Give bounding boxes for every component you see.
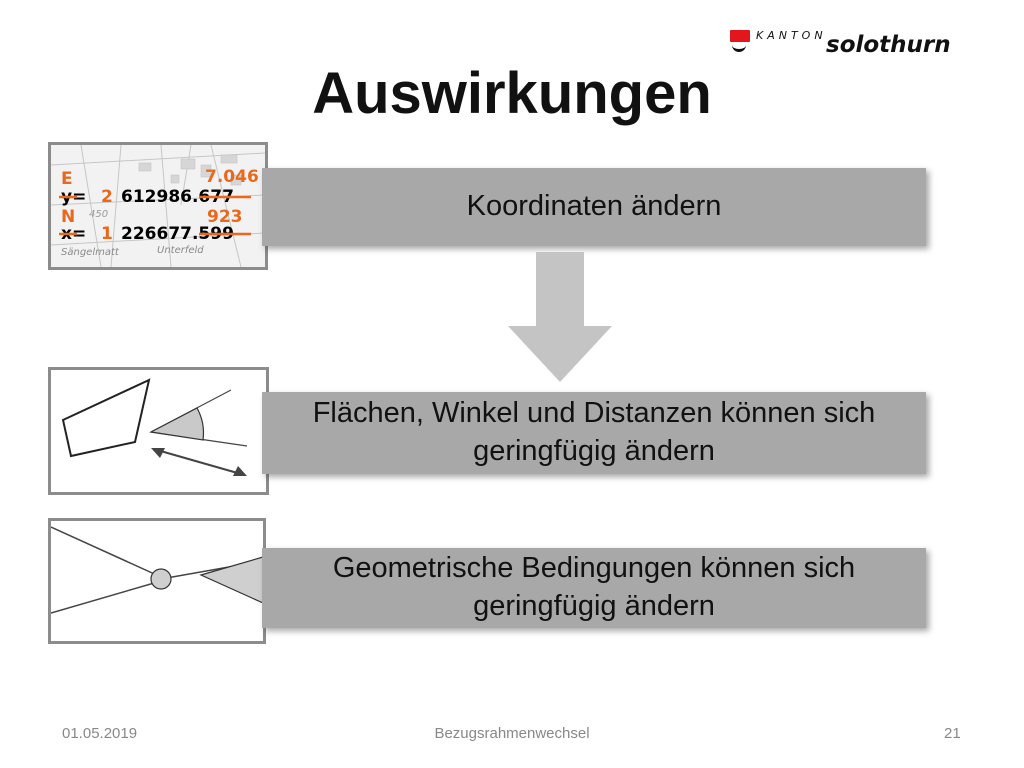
x-prefix: x= <box>61 224 87 244</box>
footer-page-number: 21 <box>944 725 961 742</box>
down-arrow-icon <box>508 252 612 382</box>
footer-title: Bezugsrahmenwechsel <box>434 725 590 742</box>
map-label-saengelmatt: Sängelmatt <box>61 247 119 258</box>
map-label-number: 450 <box>89 209 109 220</box>
distance-arrow-icon <box>157 450 241 474</box>
x-leading-digit: 1 <box>101 224 113 244</box>
junction-point-icon <box>151 569 171 589</box>
x-value: 226677.599 <box>121 224 234 244</box>
logo-flag-icon <box>730 30 750 42</box>
area-angle-distance-thumbnail <box>48 367 269 495</box>
y-value: 612986.677 <box>121 187 234 207</box>
y-prefix: y= <box>61 187 87 207</box>
coordinates-map-thumbnail <box>48 142 268 270</box>
area-angle-distance-illustration <box>51 370 266 492</box>
map-label-unterfeld: Unterfeld <box>157 245 204 256</box>
north-new-suffix: 923 <box>207 207 243 227</box>
angle-wedge-icon <box>201 557 263 603</box>
east-new-suffix: 7.046 <box>205 167 259 187</box>
geometric-constraints-illustration <box>51 521 263 641</box>
geometric-constraints-thumbnail <box>48 518 266 644</box>
step-coordinates-change: Koordinaten ändern <box>262 168 926 246</box>
angle-sector-icon <box>151 408 203 440</box>
east-label: E <box>61 169 73 189</box>
slide-title: Auswirkungen <box>312 61 712 126</box>
area-polygon-icon <box>63 380 149 456</box>
logo-kanton-text: KANTON <box>756 29 827 42</box>
footer-date: 01.05.2019 <box>62 725 138 742</box>
north-label: N <box>61 207 76 227</box>
step-areas-angles-distances: Flächen, Winkel und Distanzen können sich geringfügig ändern <box>262 392 926 474</box>
logo-name-text: solothurn <box>826 32 951 58</box>
y-leading-digit: 2 <box>101 187 113 207</box>
logo-swoosh-icon <box>732 43 746 52</box>
step-geometric-constraints: Geometrische Bedingungen können sich geringfügig ändern <box>262 548 926 628</box>
kanton-solothurn-logo <box>728 26 978 60</box>
